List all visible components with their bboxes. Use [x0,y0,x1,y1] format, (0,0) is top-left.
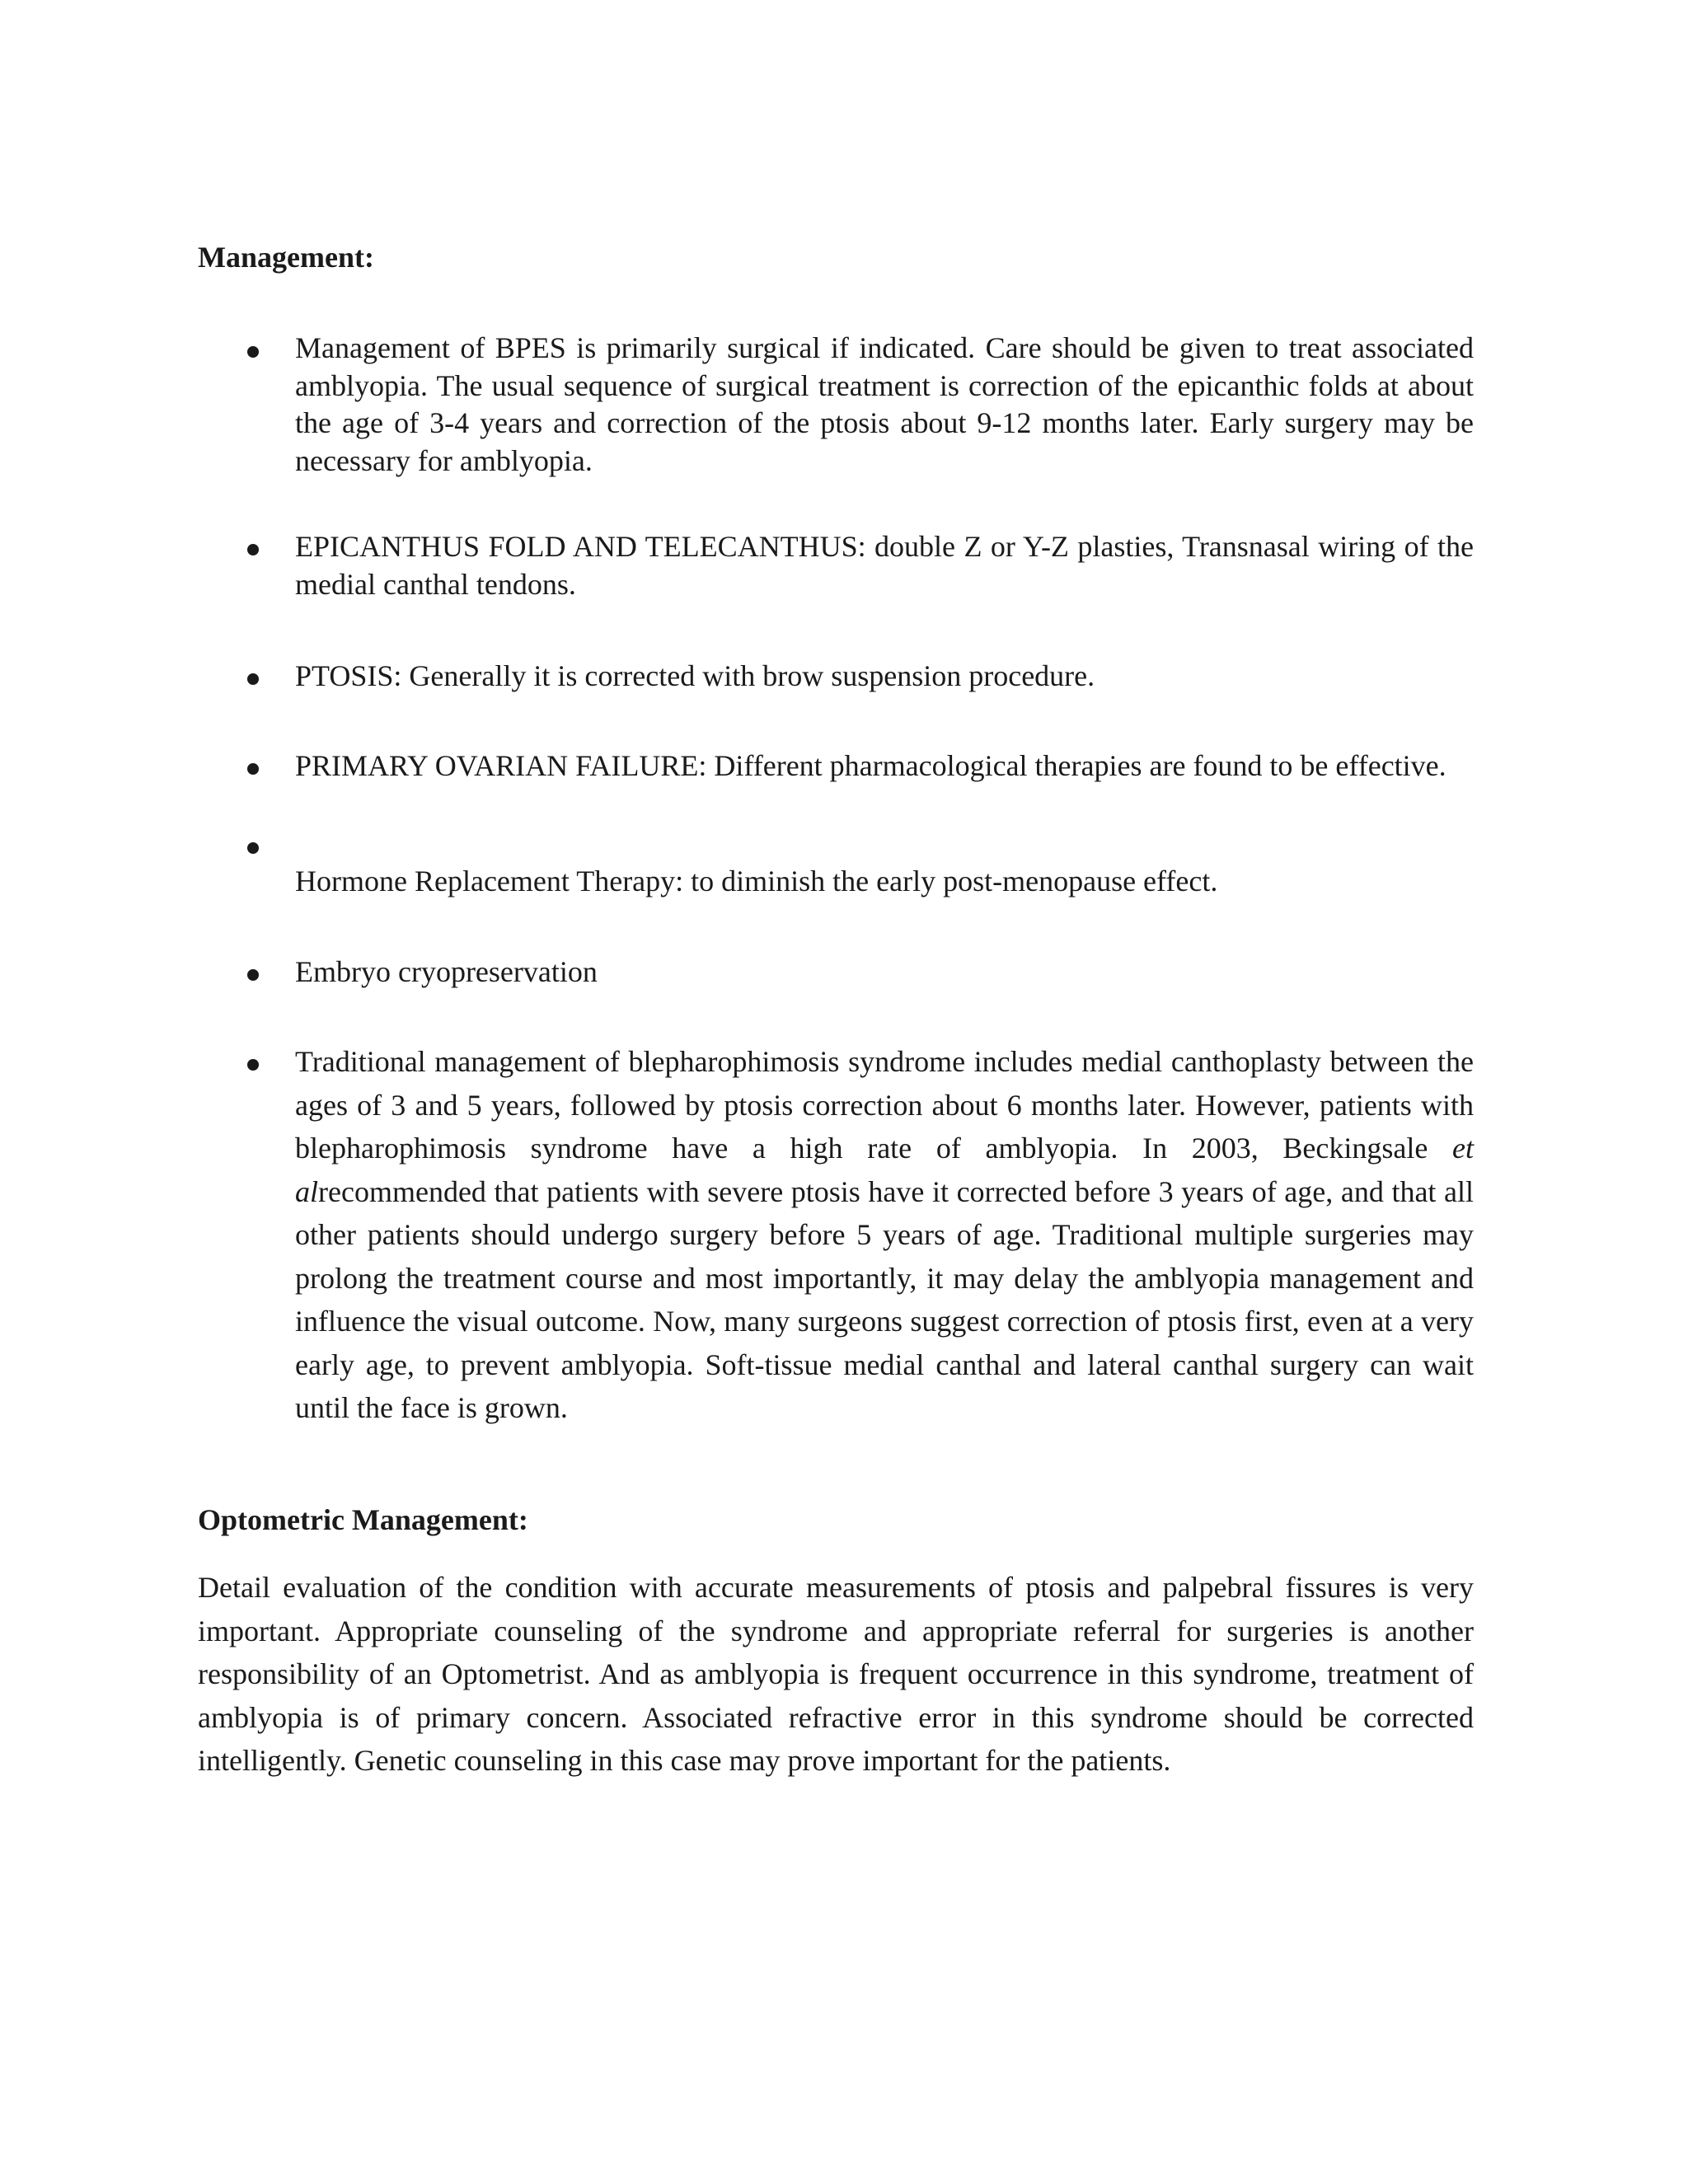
bullet-item-embryo: Embryo cryopreservation [295,955,598,988]
bullet-item-ovarian-failure: PRIMARY OVARIAN FAILURE: Different pharmacological therapies are found to be effective. [295,749,1447,782]
bullet-icon [247,544,259,555]
bullet-icon [247,673,259,685]
bullet-item-surgical: Management of BPES is primarily surgical if indicated. Care should be given to treat associated amblyopia. The usual sequence of surgical treatment is correction of the epicanthic folds at about the age of 3-4 years and correction of the ptosis about 9-12 months later. Early surgery may be necessary for amblyopia. [295,331,1474,477]
bullet-icon [247,346,259,358]
management-heading: Management: [198,241,374,274]
optometric-paragraph: Detail evaluation of the condition with accurate measurements of ptosis and palpebral fissures is very important. Appropriate counseling of the syndrome and appropriate referral for surgeries is another responsibility of an Optometrist. And as amblyopia is frequent occurrence in this syndrome, treatment of amblyopia is of primary concern. Associated refractive error in this syndrome should be corrected intelligently. Genetic counseling in this case may prove important for the patients. [198,1571,1474,1777]
bullet-item-epicanthus: EPICANTHUS FOLD AND TELECANTHUS: double Z or Y-Z plasties, Transnasal wiring of the medial canthal tendons. [295,530,1474,601]
optometric-management-heading: Optometric Management: [198,1503,528,1536]
bullet-icon [247,842,259,854]
traditional-text-start: Traditional management of blepharophimosis syndrome includes medial canthoplasty between the ages of 3 and 5 years, followed by ptosis correction about 6 months later. However, patients with blepharophimosis syndrome have a high rate of amblyopia. In 2003, Beckingsale [295,1045,1474,1165]
bullet-icon [247,763,259,775]
hormone-therapy-line: Hormone Replacement Therapy: to diminish the early post-menopause effect. [295,865,1218,898]
bullet-icon [247,969,259,981]
bullet-item-traditional-management [295,1040,1474,1430]
bullet-item-ptosis: PTOSIS: Generally it is corrected with brow suspension procedure. [295,659,1095,692]
et-al-italic: et al [295,1132,1474,1208]
bullet-icon [247,1059,259,1071]
traditional-text-end: recommended that patients with severe ptosis have it corrected before 3 years of age, and that all other patients should undergo surgery before 5 years of age. Traditional multiple surgeries may prolong the treatment course and most importantly, it may delay the amblyopia management and influence the visual outcome. Now, many surgeons suggest correction of ptosis first, even at a very early age, to prevent amblyopia. Soft-tissue medial canthal and lateral canthal surgery can wait until the face is grown. [295,1174,1474,1424]
